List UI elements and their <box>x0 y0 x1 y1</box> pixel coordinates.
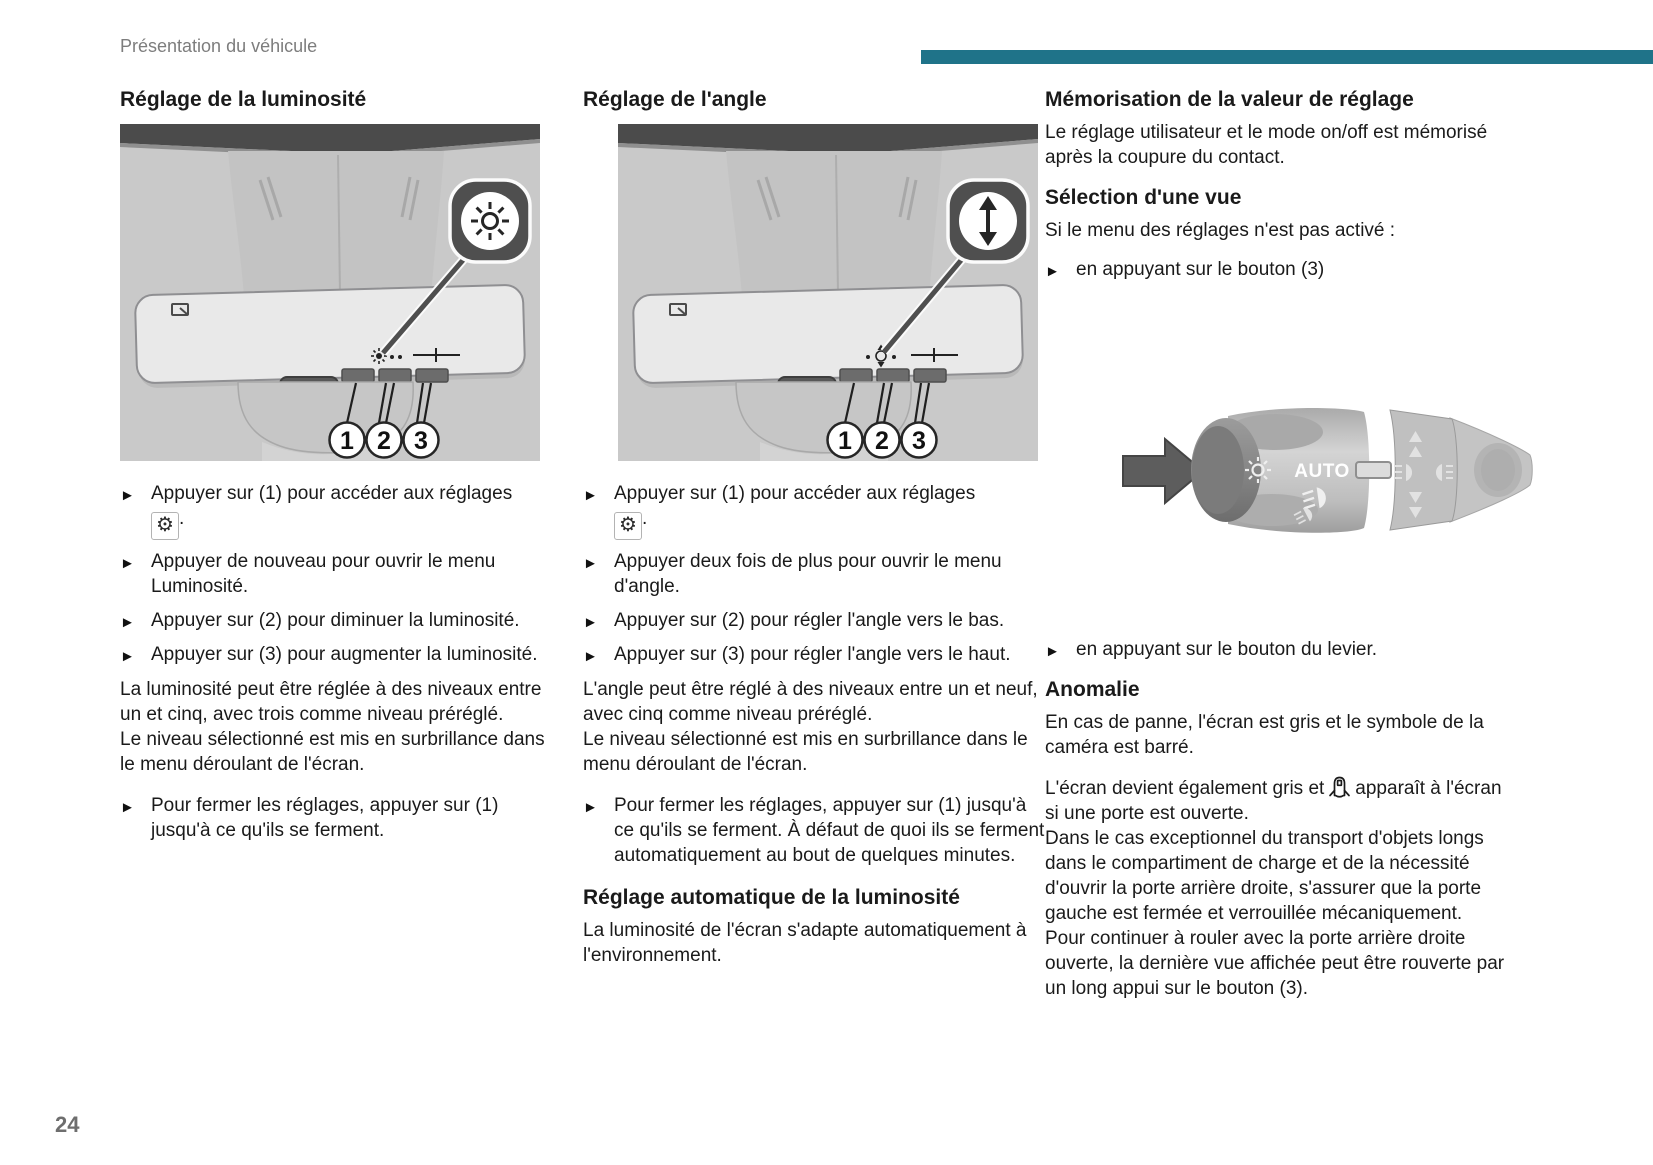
accent-bar <box>921 50 1653 64</box>
list-item: ► Appuyer deux fois de plus pour ouvrir le menu d'angle. <box>583 551 1002 597</box>
bullet-arrow-icon: ► <box>583 648 598 665</box>
page-number: 24 <box>55 1112 80 1137</box>
list-item: ► Pour fermer les réglages, appuyer sur (1) jusqu'à ce qu'ils se ferment. <box>120 795 499 841</box>
section-title-luminosite: Réglage de la luminosité <box>120 88 367 111</box>
paragraph: Dans le cas exceptionnel du transport d'objets longs dans le compartiment de charge et de la nécessité d'ouvrir la porte arrière droite, s'assurer que la porte gauche est fermée et verrouillée mécaniquement. <box>1045 828 1484 924</box>
list-item: ► Pour fermer les réglages, appuyer sur (1) jusqu'à ce qu'ils se ferment. À défaut de quoi ils se ferment automatiquement au bout de quelques minutes. <box>583 795 1045 866</box>
label-3: 3 <box>414 427 428 455</box>
callout-labels <box>330 423 439 458</box>
breadcrumb: Présentation du véhicule <box>120 36 318 56</box>
list-item: ► Appuyer sur (3) pour régler l'angle vers le haut. <box>583 642 1045 667</box>
paragraph-with-icon: L'écran devient également gris et apparaît à l'écran si une porte est ouverte. Dans le cas exceptionnel du transport d'objets longs dans le compartiment de charge et de la nécessité d'ouvrir la porte arrière droite, s'assurer que la porte gauche est fermée et verrouillée mécaniquement. Pour continuer à rouler avec la porte arrière droite ouverte, la dernière vue affichée peut être rouverte par un long appui sur le bouton (3). <box>1045 774 1505 1001</box>
column-memorisation <box>1045 88 1505 1001</box>
column-angle <box>583 88 1045 968</box>
paragraph: La luminosité de l'écran s'adapte automatiquement à l'environnement. <box>583 920 1027 966</box>
bullet-arrow-icon: ► <box>1045 263 1060 280</box>
callout-labels <box>828 423 937 458</box>
label-1: 1 <box>838 427 852 455</box>
label-3: 3 <box>912 427 926 455</box>
list-item: ► Appuyer sur (2) pour diminuer la luminosité. <box>120 608 546 633</box>
bullet-arrow-icon: ► <box>120 487 135 504</box>
gear-icon: ⚙ <box>614 512 642 540</box>
paragraph: La luminosité peut être réglée à des niveaux entre un et cinq, avec trois comme niveau préréglé. <box>120 679 542 725</box>
bullet-arrow-icon: ► <box>583 487 598 504</box>
bullet-arrow-icon: ► <box>120 555 135 572</box>
paragraph: Le réglage utilisateur et le mode on/off est mémorisé après la coupure du contact. <box>1045 122 1488 168</box>
list-item: ► Appuyer sur (2) pour régler l'angle vers le bas. <box>583 608 1045 633</box>
list-item: ► Appuyer de nouveau pour ouvrir le menu Luminosité. <box>120 551 496 597</box>
bullet-arrow-icon: ► <box>583 614 598 631</box>
bullet-arrow-icon: ► <box>1045 643 1060 660</box>
bullet-arrow-icon: ► <box>120 648 135 665</box>
bullet-arrow-icon: ► <box>583 799 598 816</box>
figure-light-stalk <box>1060 382 1550 567</box>
list-item: ► en appuyant sur le bouton (3) <box>1045 257 1505 282</box>
gear-icon: ⚙ <box>151 512 179 540</box>
pointer-arrow-icon <box>1123 439 1203 503</box>
section-title-auto-luminosite: Réglage automatique de la luminosité <box>583 886 960 909</box>
list-item: ► Appuyer sur (1) pour accéder aux réglages ⚙ . <box>583 481 1045 540</box>
paragraph: Pour continuer à rouler avec la porte arrière droite ouverte, la dernière vue affichée peut être rouverte par un long appui sur le bouton (3). <box>1045 928 1505 999</box>
list-item: ► Appuyer sur (3) pour augmenter la luminosité. <box>120 642 546 667</box>
paragraph: Si le menu des réglages n'est pas activé : <box>1045 220 1396 241</box>
section-title-anomalie: Anomalie <box>1045 678 1140 701</box>
section-title-angle: Réglage de l'angle <box>583 88 767 111</box>
figure-mirror-brightness <box>120 124 540 461</box>
paragraph: Le niveau sélectionné est mis en surbrillance dans le menu déroulant de l'écran. <box>120 729 545 775</box>
paragraph: L'angle peut être réglé à des niveaux entre un et neuf, avec cinq comme niveau préréglé. <box>583 679 1038 725</box>
list-item: ► Appuyer sur (1) pour accéder aux réglages ⚙ . <box>120 481 546 540</box>
list-item: ► en appuyant sur le bouton du levier. <box>1045 637 1505 662</box>
door-open-icon <box>1328 774 1351 799</box>
column-luminosite <box>120 88 546 852</box>
stalk-auto-label: AUTO <box>1294 461 1350 482</box>
section-title-selection-vue: Sélection d'une vue <box>1045 186 1242 209</box>
figure-mirror-angle <box>618 124 1038 461</box>
section-title-memorisation: Mémorisation de la valeur de réglage <box>1045 88 1414 111</box>
bullet-arrow-icon: ► <box>583 555 598 572</box>
label-2: 2 <box>875 427 889 455</box>
paragraph: En cas de panne, l'écran est gris et le symbole de la caméra est barré. <box>1045 712 1484 758</box>
label-2: 2 <box>377 427 391 455</box>
bullet-arrow-icon: ► <box>120 799 135 816</box>
bullet-arrow-icon: ► <box>120 614 135 631</box>
paragraph: Le niveau sélectionné est mis en surbrillance dans le menu déroulant de l'écran. <box>583 729 1028 775</box>
label-1: 1 <box>340 427 354 455</box>
